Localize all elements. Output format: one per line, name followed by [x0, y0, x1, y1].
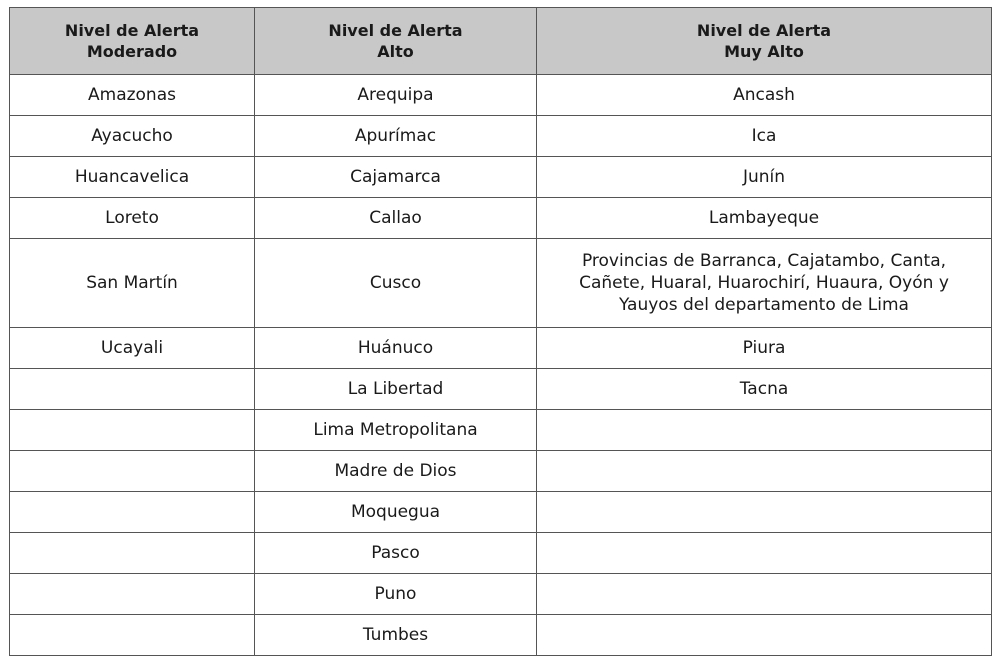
cell-muy-alto: Tacna: [537, 369, 992, 410]
cell-alto: Pasco: [255, 533, 537, 574]
cell-moderado: [10, 451, 255, 492]
cell-moderado: [10, 574, 255, 615]
table-row: [10, 239, 992, 328]
table-row: [10, 574, 992, 615]
cell-muy-alto: Ica: [537, 116, 992, 157]
cell-muy-alto: [537, 451, 992, 492]
header-line: Muy Alto: [724, 42, 804, 61]
cell-muy-alto: [537, 492, 992, 533]
cell-line: Yauyos del departamento de Lima: [619, 295, 909, 315]
cell-moderado: San Martín: [10, 239, 255, 328]
header-moderado: [10, 8, 255, 75]
cell-muy-alto: Piura: [537, 328, 992, 369]
header-row: [10, 8, 992, 75]
cell-alto: Apurímac: [255, 116, 537, 157]
header-alto: [255, 8, 537, 75]
cell-moderado: Loreto: [10, 198, 255, 239]
table-row: [10, 410, 992, 451]
cell-muy-alto: Lambayeque: [537, 198, 992, 239]
table-row: [10, 369, 992, 410]
cell-muy-alto: [537, 533, 992, 574]
cell-muy-alto: [537, 410, 992, 451]
cell-line: Cañete, Huaral, Huarochirí, Huaura, Oyón y: [579, 273, 949, 293]
cell-alto: La Libertad: [255, 369, 537, 410]
cell-alto: Cajamarca: [255, 157, 537, 198]
cell-muy-alto: Junín: [537, 157, 992, 198]
cell-muy-alto: [537, 239, 992, 328]
table-row: [10, 157, 992, 198]
header-muy-alto: [537, 8, 992, 75]
cell-moderado: Huancavelica: [10, 157, 255, 198]
cell-alto: Huánuco: [255, 328, 537, 369]
header-line: Alto: [377, 42, 414, 61]
cell-moderado: [10, 615, 255, 656]
cell-alto: Puno: [255, 574, 537, 615]
cell-moderado: Amazonas: [10, 75, 255, 116]
cell-muy-alto: Ancash: [537, 75, 992, 116]
cell-alto: Callao: [255, 198, 537, 239]
alert-level-table: [9, 7, 992, 656]
cell-alto: Madre de Dios: [255, 451, 537, 492]
cell-line: Provincias de Barranca, Cajatambo, Canta,: [581, 251, 947, 271]
table-row: [10, 615, 992, 656]
header-line: Nivel de Alerta: [328, 21, 463, 40]
cell-alto: Moquegua: [255, 492, 537, 533]
table-row: [10, 328, 992, 369]
cell-alto: Lima Metropolitana: [255, 410, 537, 451]
cell-alto: Cusco: [255, 239, 537, 328]
cell-alto: Arequipa: [255, 75, 537, 116]
cell-moderado: [10, 369, 255, 410]
table-row: [10, 75, 992, 116]
header-line: Nivel de Alerta: [64, 21, 200, 40]
cell-muy-alto: [537, 574, 992, 615]
table-row: [10, 451, 992, 492]
cell-moderado: Ayacucho: [10, 116, 255, 157]
table-row: [10, 116, 992, 157]
table-row: [10, 492, 992, 533]
cell-muy-alto: [537, 615, 992, 656]
cell-alto: Tumbes: [255, 615, 537, 656]
cell-moderado: [10, 533, 255, 574]
table-row: [10, 533, 992, 574]
cell-moderado: [10, 492, 255, 533]
table-row: [10, 198, 992, 239]
cell-moderado: Ucayali: [10, 328, 255, 369]
cell-moderado: [10, 410, 255, 451]
header-line: Moderado: [86, 42, 178, 61]
header-line: Nivel de Alerta: [696, 21, 832, 40]
